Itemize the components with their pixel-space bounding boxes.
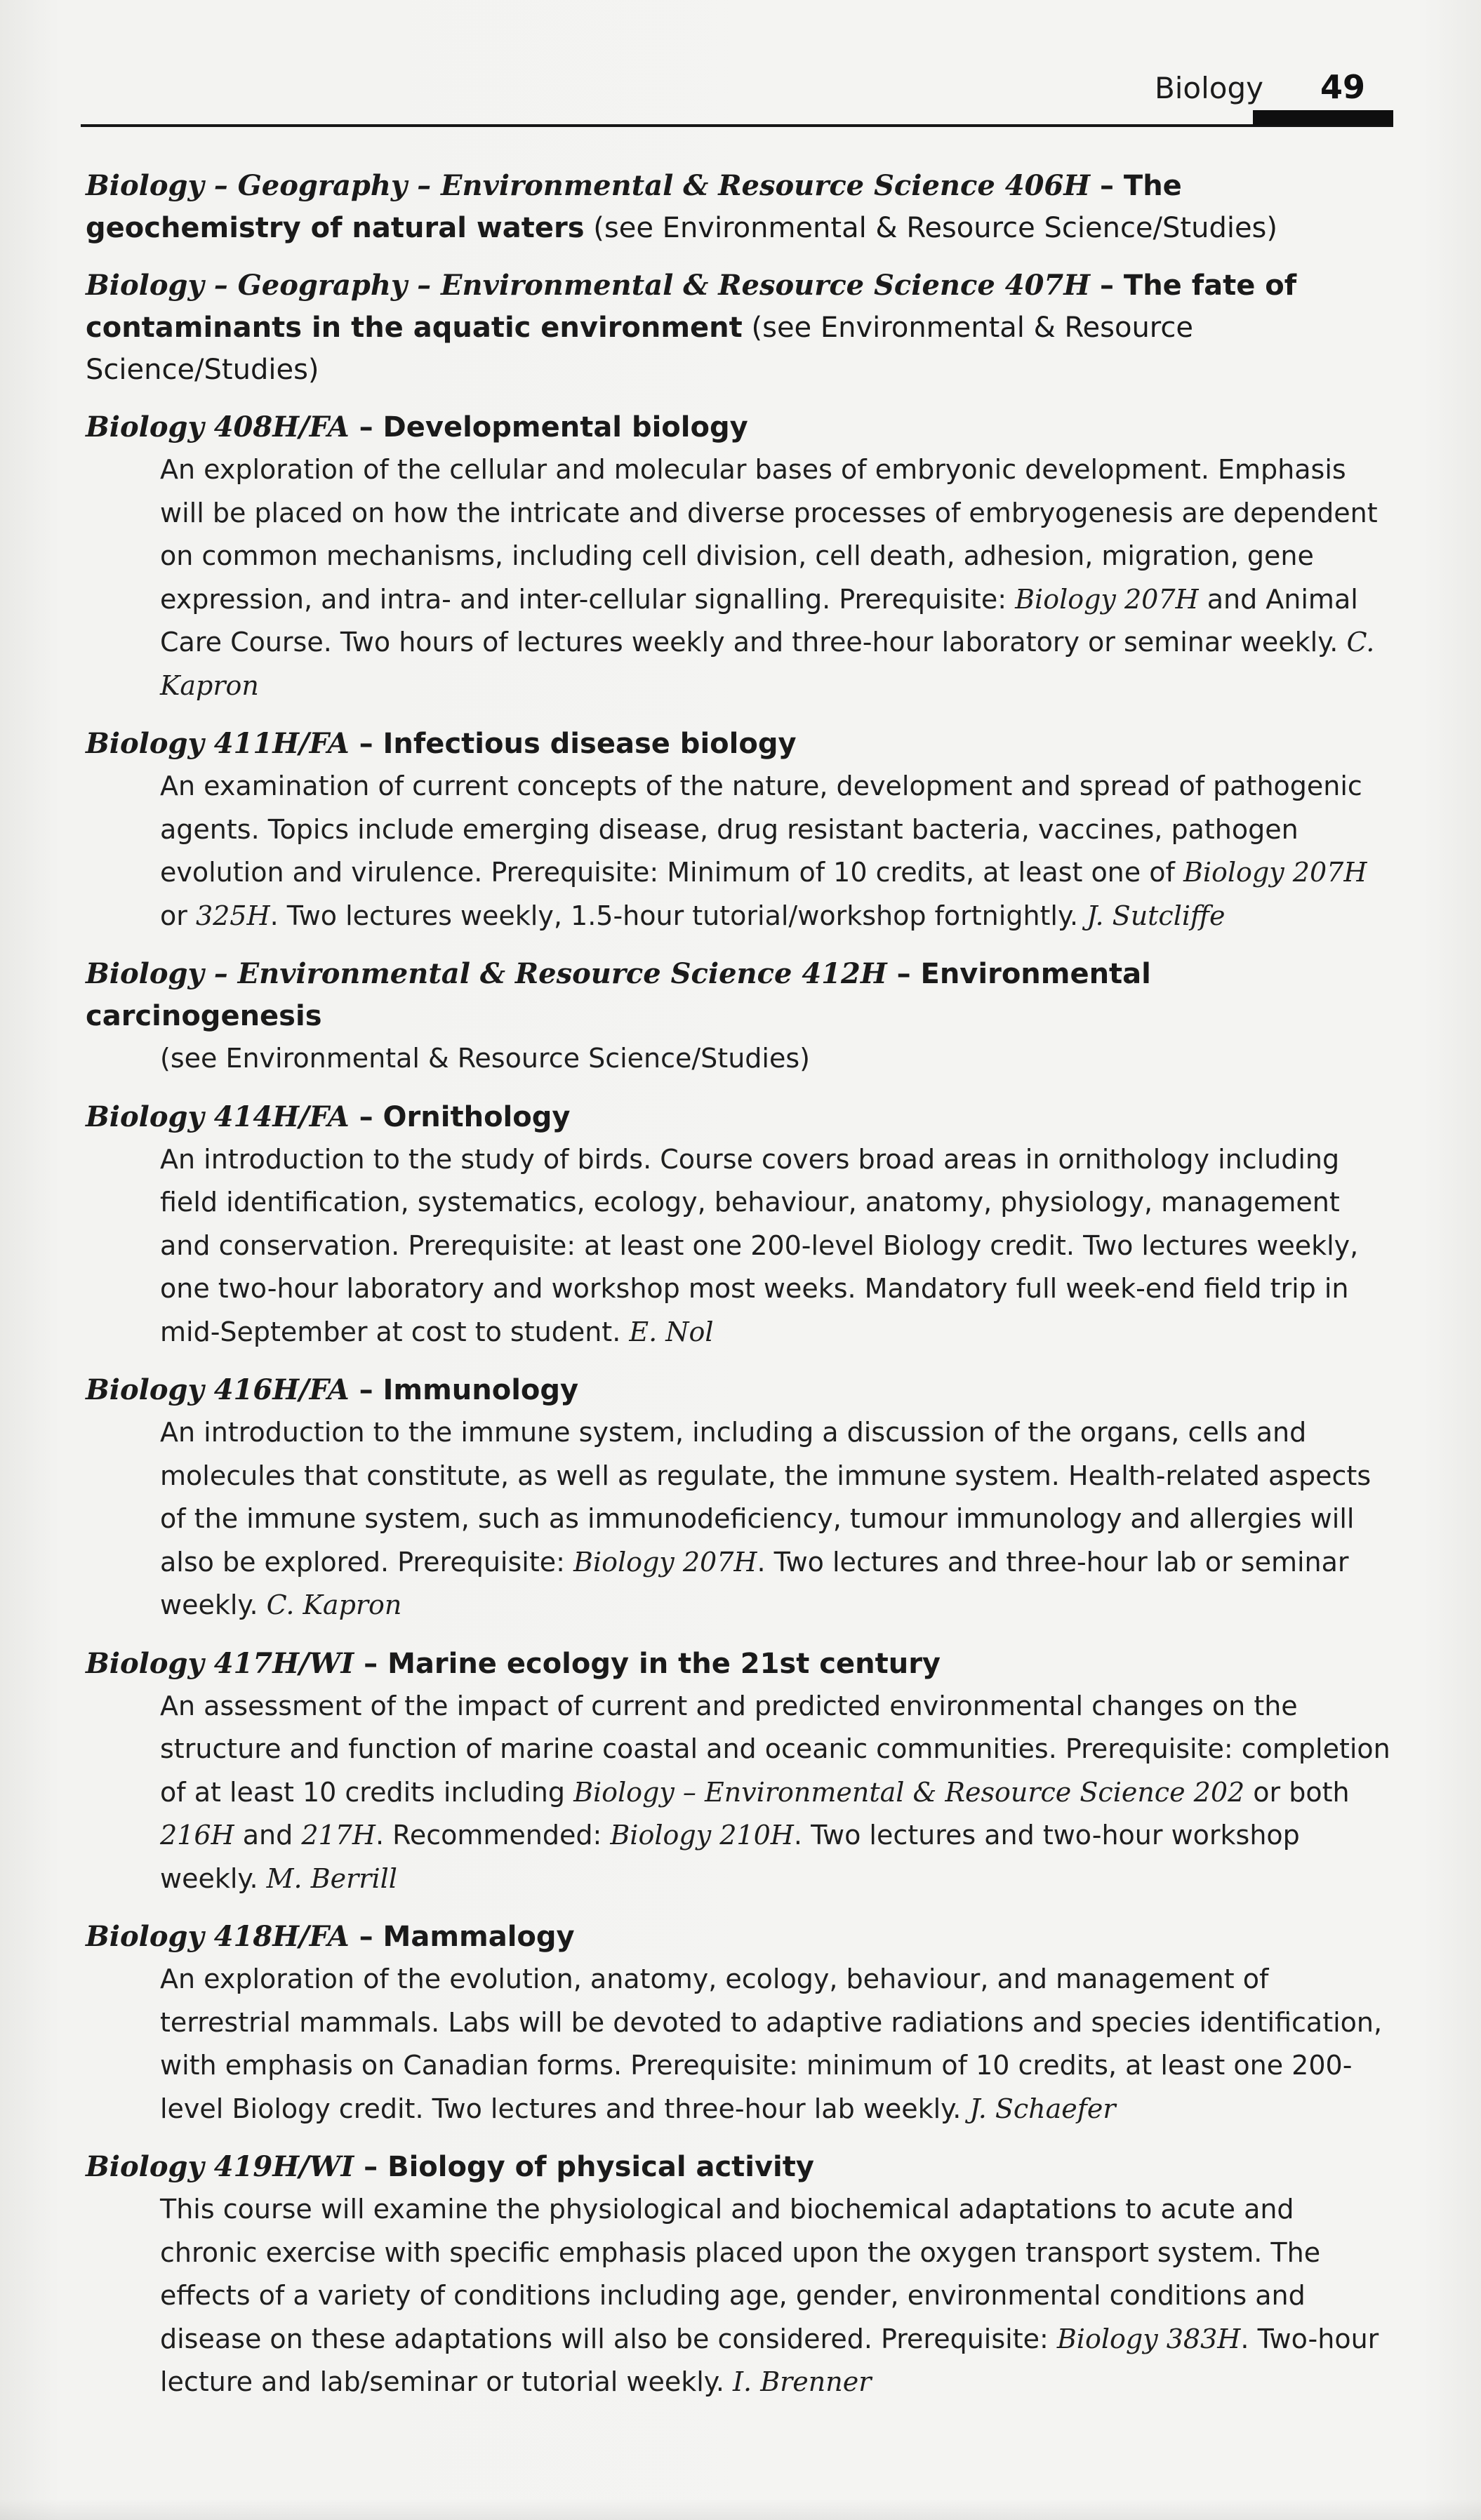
course-code: Biology 416H/FA	[86, 1373, 350, 1406]
course-heading	[86, 953, 1391, 1037]
course-heading	[86, 406, 1391, 448]
course-title: Mammalogy	[383, 1921, 575, 1953]
course-separator: –	[349, 1100, 383, 1133]
course-separator: –	[886, 958, 921, 990]
course-heading	[86, 265, 1391, 391]
description-text: An introduction to the immune system, including a discussion of the organs, cells and molecules that constitute, as well as regulate, the immune system. Health-related aspects of the immune system, such as immunodeficiency, tumour immunology and allergies will also be explored. Prerequisite:	[160, 1417, 1372, 1578]
prerequisite-course: Biology 383H	[1056, 2323, 1241, 2354]
course-title: Developmental biology	[383, 411, 748, 444]
prerequisite-course: Biology 207H	[1015, 583, 1199, 615]
course-separator: –	[349, 1921, 383, 1953]
course-entry-412h	[86, 953, 1391, 1081]
course-description	[160, 448, 1391, 707]
course-title: Marine ecology in the 21st century	[387, 1647, 941, 1680]
page-header	[81, 67, 1393, 131]
course-separator: –	[354, 1647, 388, 1680]
course-code: Biology 414H/FA	[86, 1100, 350, 1133]
course-description	[160, 1958, 1391, 2131]
description-text: . Two lectures weekly, 1.5-hour tutorial/workshop fortnightly.	[270, 900, 1087, 931]
instructor-name: C. Kapron	[160, 627, 1375, 701]
course-heading	[86, 2146, 1391, 2188]
prerequisite-course: 217H	[301, 1820, 376, 1851]
course-entry-416h	[86, 1369, 1391, 1627]
prerequisite-course: 216H	[160, 1820, 234, 1851]
cross-reference: (see Environmental & Resource Science/Studies)	[86, 312, 1193, 386]
course-code: Biology 419H/WI	[86, 2150, 354, 2183]
course-separator: –	[349, 411, 383, 444]
course-heading	[86, 1369, 1391, 1411]
course-code: Biology – Environmental & Resource Science 412H	[86, 957, 887, 990]
description-text: or both	[1244, 1776, 1350, 1808]
course-list	[86, 165, 1391, 2420]
course-code: Biology 417H/WI	[86, 1646, 354, 1680]
course-entry-414h	[86, 1096, 1391, 1354]
description-text: An introduction to the study of birds. Course covers broad areas in ornithology including field identification, systematics, ecology, behaviour, anatomy, physiology, management and conservation. Prerequisite: at least one 200-level Biology credit. Two lectures weekly, one two-hour laboratory and workshop most weeks. Mandatory full week-end field trip in mid-September at cost to student.	[160, 1143, 1359, 1347]
header-block	[1253, 110, 1393, 126]
course-separator: –	[354, 2151, 388, 2183]
course-entry-406h	[86, 165, 1391, 249]
prerequisite-course: Biology 207H	[573, 1546, 757, 1578]
description-text: An exploration of the cellular and molecular bases of embryonic development. Emphasis will be placed on how the intricate and diverse processes of embryogenesis are dependent on common mechanisms, including cell division, cell death, adhesion, migration, gene expression, and intra- and inter-cellular signalling. Prerequisite:	[160, 454, 1378, 615]
course-entry-411h	[86, 723, 1391, 938]
description-text: and	[234, 1820, 302, 1851]
instructor-name: M. Berrill	[266, 1862, 397, 1894]
description-text: or	[160, 900, 196, 931]
course-separator: –	[1090, 170, 1124, 202]
course-code: Biology 418H/FA	[86, 1920, 350, 1953]
description-text: An assessment of the impact of current and predicted environmental changes on the structure and function of marine coastal and oceanic communities. Prerequisite: completion of at least 10 credits including	[160, 1690, 1390, 1808]
course-title: Ornithology	[383, 1100, 571, 1133]
description-text: . Recommended:	[376, 1820, 611, 1851]
instructor-name: J. Schaefer	[969, 2093, 1116, 2124]
course-description	[160, 1685, 1391, 1901]
header-rule	[81, 124, 1393, 127]
description-text: This course will examine the physiological and biochemical adaptations to acute and chronic exercise with specific emphasis placed upon the oxygen transport system. The effects of a variety of conditions including age, gender, environmental conditions and disease on these adaptations will also be considered. Prerequisite:	[160, 2194, 1321, 2354]
course-separator: –	[1090, 269, 1124, 302]
course-title: Immunology	[383, 1374, 579, 1406]
description-text: . Two-hour lecture and lab/seminar or tutorial weekly.	[160, 2323, 1379, 2397]
course-title: Infectious disease biology	[383, 728, 797, 760]
course-title: The fate of contaminants in the aquatic environment	[86, 269, 1297, 344]
course-description	[160, 2188, 1391, 2404]
course-entry-417h	[86, 1643, 1391, 1901]
description-text: . Two lectures and three-hour lab or seminar weekly.	[160, 1546, 1349, 1620]
course-title: Environmental carcinogenesis	[86, 958, 1151, 1032]
course-heading	[86, 1096, 1391, 1138]
course-heading	[86, 165, 1391, 249]
course-heading	[86, 1916, 1391, 1958]
course-code: Biology – Geography – Environmental & Resource Science 406H	[86, 169, 1091, 202]
section-title: Biology	[1154, 71, 1263, 105]
course-entry-418h	[86, 1916, 1391, 2131]
instructor-name: I. Brenner	[733, 2366, 872, 2397]
course-separator: –	[349, 728, 383, 760]
page-edge-shadow	[0, 2499, 1481, 2520]
instructor-name: E. Nol	[629, 1316, 714, 1347]
description-text: and Animal Care Course. Two hours of lectures weekly and three-hour laboratory or seminar weekly.	[160, 583, 1358, 658]
course-entry-407h	[86, 265, 1391, 391]
course-heading	[86, 1643, 1391, 1685]
description-text: An examination of current concepts of the nature, development and spread of pathogenic agents. Topics include emerging disease, drug resistant bacteria, vaccines, pathogen evolution and virulence. Prerequisite: Minimum of 10 credits, at least one of	[160, 771, 1362, 888]
course-code: Biology 411H/FA	[86, 727, 350, 760]
recommended-course: Biology 210H	[610, 1820, 794, 1851]
prerequisite-course: 325H	[195, 900, 270, 931]
course-code: Biology – Geography – Environmental & Resource Science 407H	[86, 269, 1091, 302]
course-description	[160, 765, 1391, 938]
description-text: . Two lectures and two-hour workshop weekly.	[160, 1820, 1300, 1894]
course-description	[160, 1138, 1391, 1354]
cross-reference: (see Environmental & Resource Science/Studies)	[584, 212, 1277, 244]
prerequisite-course: Biology 207H	[1183, 857, 1367, 888]
course-description	[160, 1411, 1391, 1627]
course-heading	[86, 723, 1391, 765]
course-code: Biology 408H/FA	[86, 411, 350, 444]
description-text: An exploration of the evolution, anatomy, ecology, behaviour, and management of terrestrial mammals. Labs will be devoted to adaptive radiations and species identification, with emphasis on Canadian forms. Prerequisite: minimum of 10 credits, at least one 200-level Biology credit. Two lectures and three-hour lab weekly.	[160, 1964, 1383, 2124]
course-title: The geochemistry of natural waters	[86, 170, 1182, 244]
course-entry-419h	[86, 2146, 1391, 2404]
prerequisite-course: Biology – Environmental & Resource Science 202	[573, 1776, 1245, 1808]
page-number: 49	[1320, 68, 1365, 106]
instructor-name: J. Sutcliffe	[1087, 900, 1226, 931]
cross-reference: (see Environmental & Resource Science/Studies)	[160, 1043, 810, 1074]
course-separator: –	[349, 1374, 383, 1406]
course-entry-408h	[86, 406, 1391, 707]
course-title: Biology of physical activity	[387, 2151, 814, 2183]
instructor-name: C. Kapron	[266, 1589, 402, 1620]
